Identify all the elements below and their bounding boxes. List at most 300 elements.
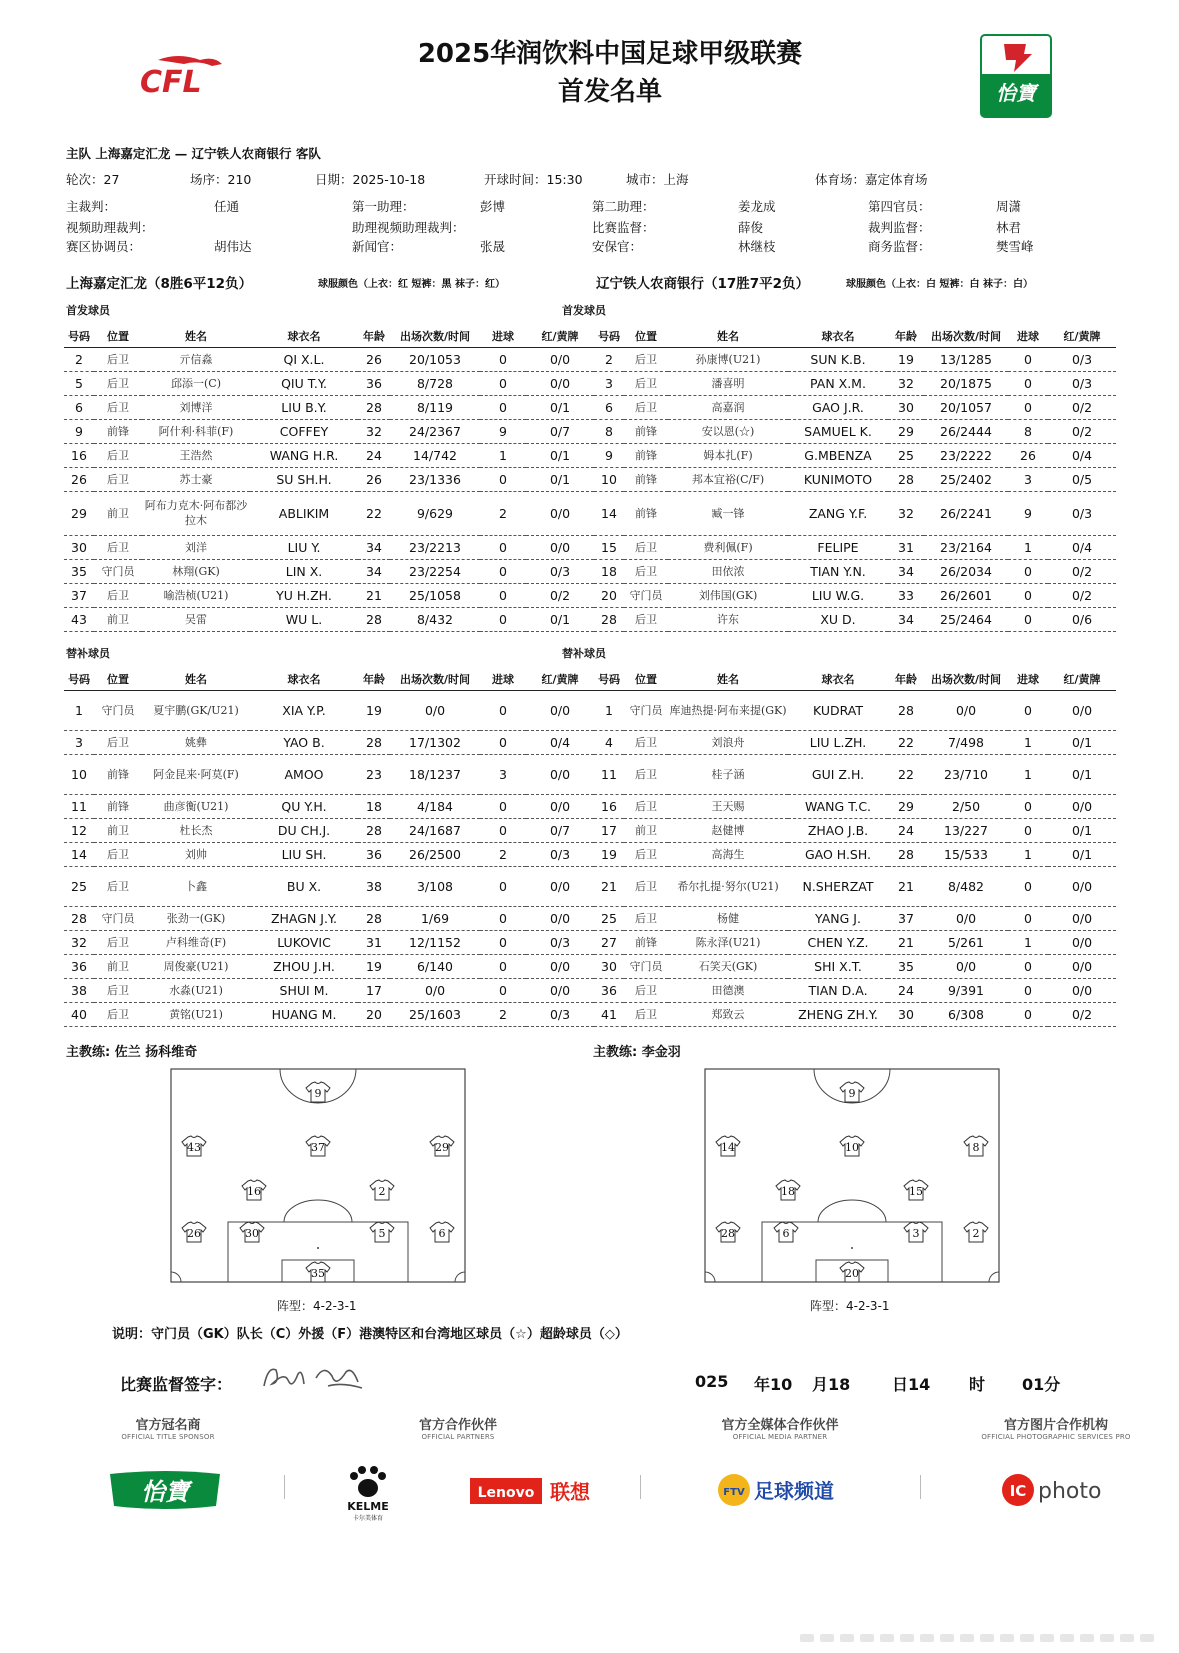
official-value: 胡伟达	[214, 239, 252, 254]
table-cell: 0/0	[526, 690, 594, 730]
table-cell: 25	[888, 443, 924, 467]
table-cell: 0	[480, 818, 526, 842]
table-cell: 0/7	[526, 818, 594, 842]
official-label: 视频助理裁判：	[66, 220, 154, 235]
home-starters-table	[64, 325, 594, 632]
table-row	[64, 754, 594, 794]
table-cell: 28	[888, 690, 924, 730]
table-cell: 3	[1008, 467, 1048, 491]
page-subtitle: 首发名单	[557, 77, 662, 107]
table-cell: 28	[594, 607, 624, 631]
table-cell: 6	[594, 395, 624, 419]
table-row	[594, 1002, 1116, 1026]
sign-hour: 日14	[892, 1375, 931, 1394]
table-cell: 3/108	[390, 866, 480, 906]
table-cell: 后卫	[624, 559, 668, 583]
column-header: 位置	[624, 325, 668, 347]
table-cell: 21	[888, 930, 924, 954]
table-cell: 20	[594, 583, 624, 607]
table-cell: BU X.	[250, 866, 358, 906]
table-cell: 后卫	[94, 467, 142, 491]
away-starters-table	[594, 325, 1116, 632]
table-cell: 0	[1008, 794, 1048, 818]
table-cell: 刘博洋	[142, 395, 250, 419]
table-cell: 0	[480, 906, 526, 930]
table-cell: HUANG M.	[250, 1002, 358, 1026]
table-cell: 38	[358, 866, 390, 906]
table-cell: 0	[480, 954, 526, 978]
table-cell: 26	[1008, 443, 1048, 467]
table-cell: 22	[888, 754, 924, 794]
table-cell: 0/3	[1048, 371, 1116, 395]
table-cell: 24	[888, 978, 924, 1002]
table-cell: 0/0	[526, 954, 594, 978]
table-cell: 26	[358, 347, 390, 371]
table-cell: 夏宇鹏(GK/U21)	[142, 690, 250, 730]
table-cell: 0	[480, 467, 526, 491]
table-row	[594, 818, 1116, 842]
jersey-number: 6	[782, 1227, 790, 1240]
table-cell: 石笑天(GK)	[668, 954, 788, 978]
table-cell: 杜长杰	[142, 818, 250, 842]
table-cell: 24/2367	[390, 419, 480, 443]
official-value: 周潇	[996, 199, 1022, 214]
table-row	[594, 419, 1116, 443]
table-cell: 12	[64, 818, 94, 842]
sign-minute: 01分	[1022, 1375, 1061, 1394]
table-cell: LIU L.ZH.	[788, 730, 888, 754]
table-cell: 9/391	[924, 978, 1008, 1002]
official-value: 薛俊	[738, 220, 764, 235]
table-row	[64, 607, 594, 631]
table-cell: 28	[888, 467, 924, 491]
column-header: 进球	[480, 668, 526, 690]
table-cell: 后卫	[94, 866, 142, 906]
svg-text:怡寶: 怡寶	[996, 81, 1036, 105]
table-row	[594, 730, 1116, 754]
table-cell: 8	[594, 419, 624, 443]
table-cell: 安以恩(☆)	[668, 419, 788, 443]
official-label: 安保官：	[592, 239, 643, 254]
table-row	[594, 978, 1116, 1002]
table-cell: 0/0	[390, 690, 480, 730]
table-cell: DU CH.J.	[250, 818, 358, 842]
table-cell: 0/0	[1048, 794, 1116, 818]
table-cell: 前锋	[624, 443, 668, 467]
table-header	[64, 325, 594, 347]
table-cell: 20/1057	[924, 395, 1008, 419]
table-row	[64, 794, 594, 818]
table-row	[594, 690, 1116, 730]
table-cell: WANG H.R.	[250, 443, 358, 467]
table-cell: 23/1336	[390, 467, 480, 491]
table-cell: 6/308	[924, 1002, 1008, 1026]
table-cell: 0/0	[1048, 930, 1116, 954]
table-cell: 刘浪舟	[668, 730, 788, 754]
svg-text:足球频道: 足球频道	[754, 1479, 834, 1503]
svg-text:IC: IC	[1009, 1482, 1027, 1500]
table-cell: 9	[64, 419, 94, 443]
table-cell: 16	[594, 794, 624, 818]
table-cell: 3	[594, 371, 624, 395]
table-header	[594, 325, 1116, 347]
table-cell: 8/432	[390, 607, 480, 631]
table-cell: 后卫	[624, 730, 668, 754]
table-cell: 26/2601	[924, 583, 1008, 607]
table-row	[594, 491, 1116, 535]
away-starters-label: 首发球员	[562, 304, 606, 317]
table-cell: 0	[1008, 690, 1048, 730]
official-label: 助理视频助理裁判：	[352, 220, 465, 235]
table-cell: 0	[1008, 583, 1048, 607]
table-cell: 0	[480, 395, 526, 419]
table-cell: LIU Y.	[250, 535, 358, 559]
jersey-number: 5	[378, 1227, 386, 1240]
table-row	[64, 906, 594, 930]
table-cell: 后卫	[624, 978, 668, 1002]
table-cell: 30	[888, 395, 924, 419]
jersey-number: 3	[912, 1227, 920, 1240]
table-cell: 0	[1008, 818, 1048, 842]
table-cell: ABLIKIM	[250, 491, 358, 535]
away-formation-pitch	[704, 1068, 1000, 1283]
column-header: 出场次数/时间	[390, 668, 480, 690]
table-cell: 19	[594, 842, 624, 866]
table-cell: 后卫	[94, 583, 142, 607]
table-cell: 后卫	[624, 906, 668, 930]
table-row	[64, 978, 594, 1002]
official-value: 彭博	[480, 199, 506, 214]
table-header	[594, 668, 1116, 690]
jersey-number: 43	[187, 1141, 201, 1154]
table-cell: LIU B.Y.	[250, 395, 358, 419]
column-header: 球衣名	[788, 325, 888, 347]
table-cell: 0	[480, 690, 526, 730]
table-cell: 32	[888, 371, 924, 395]
jersey-number: 29	[435, 1141, 449, 1154]
table-cell: 28	[888, 842, 924, 866]
table-cell: 后卫	[94, 730, 142, 754]
table-cell: TIAN D.A.	[788, 978, 888, 1002]
teams-line: 主队 上海嘉定汇龙 — 辽宁铁人农商银行 客队	[66, 146, 321, 161]
away-subs-label: 替补球员	[562, 647, 606, 660]
table-cell: 0/0	[526, 347, 594, 371]
sponsor-caption-title: 官方冠名商 OFFICIAL TITLE SPONSOR	[121, 1418, 215, 1441]
table-cell: 2	[480, 491, 526, 535]
table-cell: 后卫	[94, 371, 142, 395]
table-row	[594, 794, 1116, 818]
column-header: 球衣名	[250, 325, 358, 347]
table-cell: FELIPE	[788, 535, 888, 559]
table-cell: 前卫	[624, 818, 668, 842]
table-cell: 9	[480, 419, 526, 443]
table-row	[594, 559, 1116, 583]
home-formation: 阵型：4-2-3-1	[277, 1299, 357, 1313]
home-subs-label: 替补球员	[66, 647, 110, 660]
official-value: 林君	[996, 220, 1022, 235]
table-cell: 0/0	[1048, 866, 1116, 906]
official-label: 新闻官：	[352, 239, 403, 254]
column-header: 姓名	[142, 668, 250, 690]
table-cell: 1	[1008, 754, 1048, 794]
official-label: 第四官员：	[868, 199, 931, 214]
kickoff-time: 开球时间：15:30	[484, 172, 583, 187]
table-cell: 17	[594, 818, 624, 842]
table-cell: 0	[480, 347, 526, 371]
table-cell: 0/0	[924, 954, 1008, 978]
table-cell: 前卫	[94, 954, 142, 978]
table-cell: 0/3	[1048, 491, 1116, 535]
table-cell: 0/0	[526, 535, 594, 559]
table-cell: 后卫	[624, 754, 668, 794]
yibao-badge-logo	[980, 34, 1052, 118]
table-cell: COFFEY	[250, 419, 358, 443]
table-cell: 0/3	[1048, 347, 1116, 371]
table-cell: 33	[888, 583, 924, 607]
table-cell: 阿什利·科菲(F)	[142, 419, 250, 443]
table-cell: 29	[888, 419, 924, 443]
table-cell: 后卫	[94, 535, 142, 559]
table-row	[594, 906, 1116, 930]
table-cell: 21	[888, 866, 924, 906]
page-title: 2025华润饮料中国足球甲级联赛	[417, 39, 803, 69]
table-cell: 0/4	[1048, 443, 1116, 467]
column-header: 号码	[594, 325, 624, 347]
official-value: 林继枝	[738, 239, 776, 254]
table-cell: 43	[64, 607, 94, 631]
table-cell: 前锋	[624, 491, 668, 535]
table-cell: 30	[888, 1002, 924, 1026]
table-cell: 7/498	[924, 730, 1008, 754]
table-cell: 0/1	[526, 443, 594, 467]
match-number: 场序：210	[190, 172, 252, 187]
table-cell: 后卫	[94, 842, 142, 866]
supervisor-signature-label: 比赛监督签字：	[120, 1375, 233, 1394]
table-cell: 36	[594, 978, 624, 1002]
table-cell: G.MBENZA	[788, 443, 888, 467]
table-cell: 库迪热提·阿布来提(GK)	[668, 690, 788, 730]
table-cell: 后卫	[94, 978, 142, 1002]
column-header: 年龄	[888, 668, 924, 690]
table-cell: 邱添一(C)	[142, 371, 250, 395]
table-cell: 8/119	[390, 395, 480, 419]
table-cell: 23/2222	[924, 443, 1008, 467]
jersey-number: 28	[721, 1227, 735, 1240]
table-cell: WANG T.C.	[788, 794, 888, 818]
table-cell: 后卫	[624, 842, 668, 866]
official-value: 张晟	[480, 239, 506, 254]
table-cell: 36	[64, 954, 94, 978]
table-cell: YANG J.	[788, 906, 888, 930]
jersey-number: 16	[247, 1185, 261, 1198]
table-cell: 0/1	[526, 607, 594, 631]
table-cell: 卢科维奇(F)	[142, 930, 250, 954]
table-cell: 10	[594, 467, 624, 491]
table-row	[64, 491, 594, 535]
table-cell: 25	[64, 866, 94, 906]
table-cell: 0/0	[526, 491, 594, 535]
column-header: 球衣名	[250, 668, 358, 690]
table-row	[64, 730, 594, 754]
table-cell: 0	[1008, 559, 1048, 583]
table-cell: ZHOU J.H.	[250, 954, 358, 978]
table-cell: 9	[1008, 491, 1048, 535]
table-cell: LIN X.	[250, 559, 358, 583]
column-header: 年龄	[888, 325, 924, 347]
table-cell: 后卫	[94, 443, 142, 467]
table-cell: YU H.ZH.	[250, 583, 358, 607]
table-cell: 喻浩桢(U21)	[142, 583, 250, 607]
table-cell: 41	[594, 1002, 624, 1026]
table-cell: 0	[480, 794, 526, 818]
column-header: 球衣名	[788, 668, 888, 690]
table-cell: 36	[358, 842, 390, 866]
jersey-number: 15	[909, 1185, 923, 1198]
table-row	[594, 535, 1116, 559]
table-cell: 陈永泽(U21)	[668, 930, 788, 954]
table-row	[64, 559, 594, 583]
official-label: 商务监督：	[868, 239, 931, 254]
table-cell: 0/2	[1048, 419, 1116, 443]
table-cell: 0	[1008, 395, 1048, 419]
table-cell: 0/0	[1048, 978, 1116, 1002]
table-row	[64, 371, 594, 395]
table-cell: 35	[64, 559, 94, 583]
table-cell: 王天赐	[668, 794, 788, 818]
table-cell: 守门员	[624, 583, 668, 607]
table-cell: 4	[594, 730, 624, 754]
table-row	[64, 419, 594, 443]
table-row	[64, 583, 594, 607]
column-header: 位置	[94, 325, 142, 347]
table-cell: 0/2	[1048, 583, 1116, 607]
table-cell: 0/3	[526, 1002, 594, 1026]
table-cell: 25/2464	[924, 607, 1008, 631]
table-cell: 桂子涵	[668, 754, 788, 794]
city: 城市：上海	[626, 172, 689, 187]
table-cell: 0	[1008, 906, 1048, 930]
table-cell: 29	[888, 794, 924, 818]
table-cell: 后卫	[624, 347, 668, 371]
legend-note: 说明：守门员（GK）队长（C）外援（F）港澳特区和台湾地区球员（☆）超龄球员（◇）	[112, 1327, 628, 1342]
svg-text:photo: photo	[1038, 1479, 1102, 1504]
sponsor-caption-media: 官方全媒体合作伙伴 OFFICIAL MEDIA PARTNER	[721, 1418, 839, 1441]
table-cell: 杨健	[668, 906, 788, 930]
table-cell: 9/629	[390, 491, 480, 535]
table-cell: 0	[1008, 371, 1048, 395]
table-cell: 0/1	[526, 395, 594, 419]
table-cell: 刘伟国(GK)	[668, 583, 788, 607]
away-subs-table	[594, 668, 1116, 1027]
table-cell: 0/0	[924, 690, 1008, 730]
jersey-number: 10	[845, 1141, 859, 1154]
table-cell: 曲彦衡(U21)	[142, 794, 250, 818]
table-cell: 0/1	[1048, 754, 1116, 794]
table-cell: 2	[594, 347, 624, 371]
table-cell: 27	[594, 930, 624, 954]
table-cell: 许东	[668, 607, 788, 631]
table-cell: 希尔扎提·努尔(U21)	[668, 866, 788, 906]
official-label: 裁判监督：	[868, 220, 931, 235]
table-cell: 0	[480, 535, 526, 559]
table-cell: 19	[888, 347, 924, 371]
table-cell: 19	[358, 690, 390, 730]
ftv-football-channel-logo	[716, 1470, 846, 1510]
round: 轮次：27	[66, 172, 120, 187]
table-cell: 0/0	[390, 978, 480, 1002]
table-row	[594, 754, 1116, 794]
table-cell: 0/6	[1048, 607, 1116, 631]
table-cell: 卜鑫	[142, 866, 250, 906]
column-header: 红/黄牌	[526, 668, 594, 690]
table-cell: 0/5	[1048, 467, 1116, 491]
away-team-name: 辽宁铁人农商银行（17胜7平2负）	[596, 276, 810, 292]
away-kit-colors: 球服颜色（上衣：白 短裤：白 袜子：白）	[846, 279, 1033, 290]
column-header: 进球	[1008, 325, 1048, 347]
divider	[920, 1475, 921, 1499]
sponsor-caption-partners: 官方合作伙伴 OFFICIAL PARTNERS	[418, 1418, 497, 1441]
table-cell: 守门员	[94, 690, 142, 730]
table-cell: 后卫	[624, 794, 668, 818]
table-cell: 高海生	[668, 842, 788, 866]
table-row	[64, 866, 594, 906]
column-header: 进球	[480, 325, 526, 347]
table-cell: 后卫	[624, 535, 668, 559]
table-row	[64, 842, 594, 866]
table-row	[594, 583, 1116, 607]
table-row	[64, 467, 594, 491]
table-cell: 0	[1008, 978, 1048, 1002]
table-cell: 8/728	[390, 371, 480, 395]
column-header: 年龄	[358, 668, 390, 690]
table-row	[64, 690, 594, 730]
table-cell: LIU W.G.	[788, 583, 888, 607]
jersey-number: 9	[848, 1087, 856, 1100]
table-cell: ZHENG ZH.Y.	[788, 1002, 888, 1026]
table-cell: 26/2444	[924, 419, 1008, 443]
table-cell: 5/261	[924, 930, 1008, 954]
table-cell: 后卫	[624, 395, 668, 419]
svg-text:卡尔美体育: 卡尔美体育	[352, 1515, 384, 1522]
table-cell: 0/2	[1048, 395, 1116, 419]
table-cell: ZHAGN J.Y.	[250, 906, 358, 930]
table-row	[64, 1002, 594, 1026]
table-cell: 0/3	[526, 842, 594, 866]
table-row	[594, 347, 1116, 371]
table-cell: 25/1058	[390, 583, 480, 607]
table-cell: CHEN Y.Z.	[788, 930, 888, 954]
table-cell: 11	[64, 794, 94, 818]
penalty-spot	[317, 1247, 319, 1249]
jersey-number: 20	[845, 1267, 859, 1280]
table-cell: 前锋	[94, 794, 142, 818]
table-cell: 费利佩(F)	[668, 535, 788, 559]
kelme-logo	[338, 1464, 398, 1524]
svg-text:KELME: KELME	[347, 1500, 389, 1513]
table-cell: KUNIMOTO	[788, 467, 888, 491]
table-cell: 24	[888, 818, 924, 842]
table-cell: 0/0	[526, 978, 594, 1002]
table-cell: 0/2	[1048, 559, 1116, 583]
table-cell: LIU SH.	[250, 842, 358, 866]
table-cell: 0/7	[526, 419, 594, 443]
table-cell: 黄铭(U21)	[142, 1002, 250, 1026]
table-row	[64, 443, 594, 467]
column-header: 进球	[1008, 668, 1048, 690]
table-cell: SHUI M.	[250, 978, 358, 1002]
table-cell: N.SHERZAT	[788, 866, 888, 906]
table-cell: 12/1152	[390, 930, 480, 954]
